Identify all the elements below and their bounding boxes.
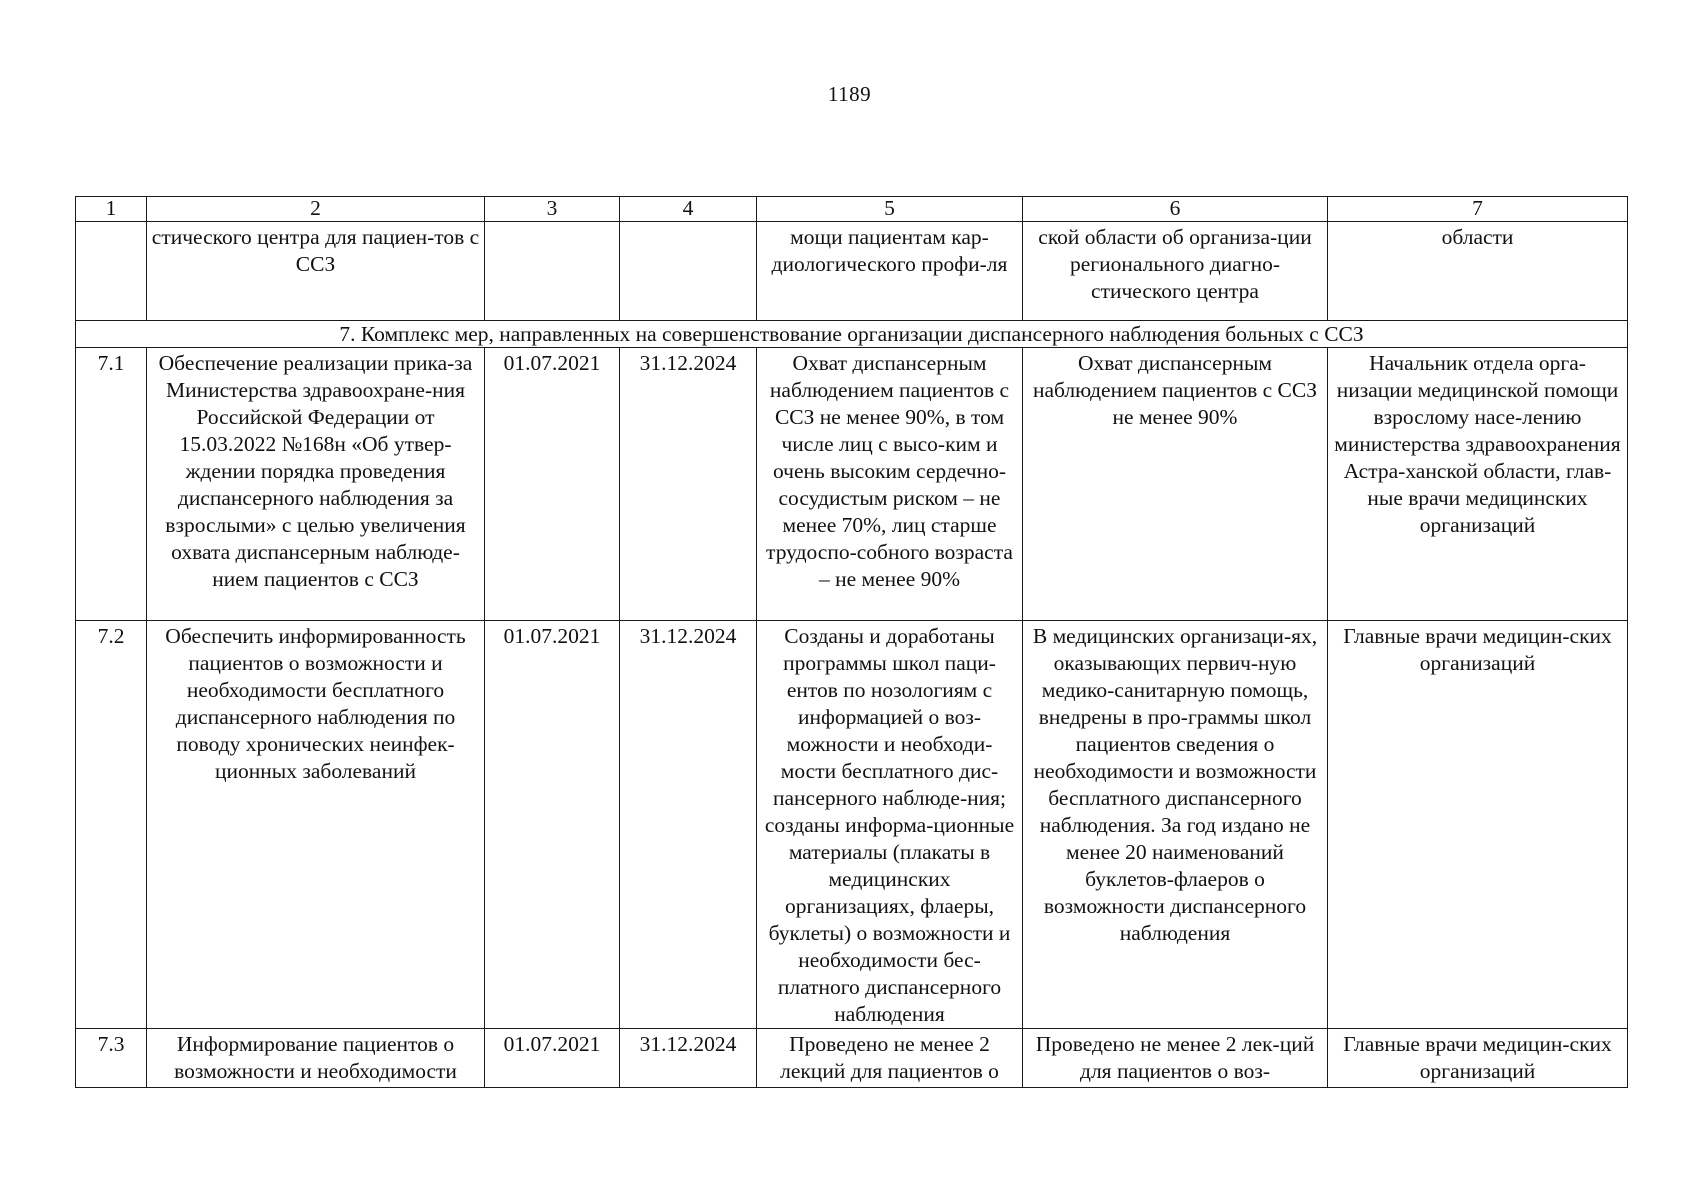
- section-row: [76, 321, 1628, 348]
- measures-table: [75, 196, 1628, 1088]
- indicator-cell: Охват диспансерным наблюдением пациентов с ССЗ не менее 90%: [1023, 348, 1328, 621]
- header-cell: 7: [1328, 197, 1628, 222]
- measure-cell: Обеспечение реализации прика-за Министерства здравоохране-ния Российской Федерации от 15.03.2022 №168н «Об утвер-ждении порядка проведения диспансерного наблюдения за взрослыми» с целью увеличения охвата диспансерным наблюде-нием пациентов с ССЗ: [147, 348, 485, 621]
- start-date-cell: 01.07.2021: [485, 348, 620, 621]
- result-cell: Проведено не менее 2 лекций для пациентов о: [757, 1029, 1023, 1088]
- continuation-row: [76, 222, 1628, 321]
- header-row: [76, 197, 1628, 222]
- continuation-cell: области: [1328, 222, 1628, 321]
- start-date-cell: 01.07.2021: [485, 1029, 620, 1088]
- responsible-cell: Главные врачи медицин-ских организаций: [1328, 1029, 1628, 1088]
- result-cell: Охват диспансерным наблюдением пациентов с ССЗ не менее 90%, в том числе лиц с высо-ким и очень высоким сердечно-сосудистым риском – не менее 70%, лиц старше трудоспо-собного возраста – не менее 90%: [757, 348, 1023, 621]
- end-date-cell: 31.12.2024: [620, 1029, 757, 1088]
- continuation-cell: ской области об организа-ции регионального диагно-стического центра: [1023, 222, 1328, 321]
- page-number: 1189: [827, 82, 872, 106]
- table-row: [76, 621, 1628, 1029]
- measure-cell: Обеспечить информированность пациентов о возможности и необходимости бесплатного диспансерного наблюдения по поводу хронических неинфек-ционных заболеваний: [147, 621, 485, 1029]
- continuation-cell: стического центра для пациен-тов с ССЗ: [147, 222, 485, 321]
- measure-cell: Информирование пациентов о возможности и необходимости: [147, 1029, 485, 1088]
- indicator-cell: В медицинских организаци-ях, оказывающих первич-ную медико-санитарную помощь, внедрены в про-граммы школ пациентов сведения о необходимости и возможности бесплатного диспансерного наблюдения. За год издано не менее 20 наименований буклетов-флаеров о возможности диспансерного наблюдения: [1023, 621, 1328, 1029]
- continuation-cell: [620, 222, 757, 321]
- continuation-cell: мощи пациентам кар-диологического профи-ля: [757, 222, 1023, 321]
- end-date-cell: 31.12.2024: [620, 621, 757, 1029]
- row-number: 7.1: [76, 348, 147, 621]
- row-number: 7.2: [76, 621, 147, 1029]
- responsible-cell: Начальник отдела орга-низации медицинской помощи взрослому насе-лению министерства здравоохранения Астра-ханской области, глав-ные врачи медицинских организаций: [1328, 348, 1628, 621]
- start-date-cell: 01.07.2021: [485, 621, 620, 1029]
- continuation-cell: [485, 222, 620, 321]
- end-date-cell: 31.12.2024: [620, 348, 757, 621]
- header-cell: 5: [757, 197, 1023, 222]
- indicator-cell: Проведено не менее 2 лек-ций для пациентов о воз-: [1023, 1029, 1328, 1088]
- header-cell: 1: [76, 197, 147, 222]
- result-cell: Созданы и доработаны программы школ паци-ентов по нозологиям с информацией о воз-можности и необходи-мости бесплатного дис-пансерного наблюде-ния; созданы информа-ционные материалы (плакаты в медицинских организациях, флаеры, буклеты) о возможности и необходимости бес-платного диспансерного наблюдения: [757, 621, 1023, 1029]
- header-cell: 3: [485, 197, 620, 222]
- row-number: 7.3: [76, 1029, 147, 1088]
- header-cell: 2: [147, 197, 485, 222]
- table-row: [76, 348, 1628, 621]
- header-cell: 6: [1023, 197, 1328, 222]
- responsible-cell: Главные врачи медицин-ских организаций: [1328, 621, 1628, 1029]
- header-cell: 4: [620, 197, 757, 222]
- table-row: [76, 1029, 1628, 1088]
- section-title: 7. Комплекс мер, направленных на совершенствование организации диспансерного наблюдения больных с ССЗ: [76, 321, 1628, 348]
- continuation-cell: [76, 222, 147, 321]
